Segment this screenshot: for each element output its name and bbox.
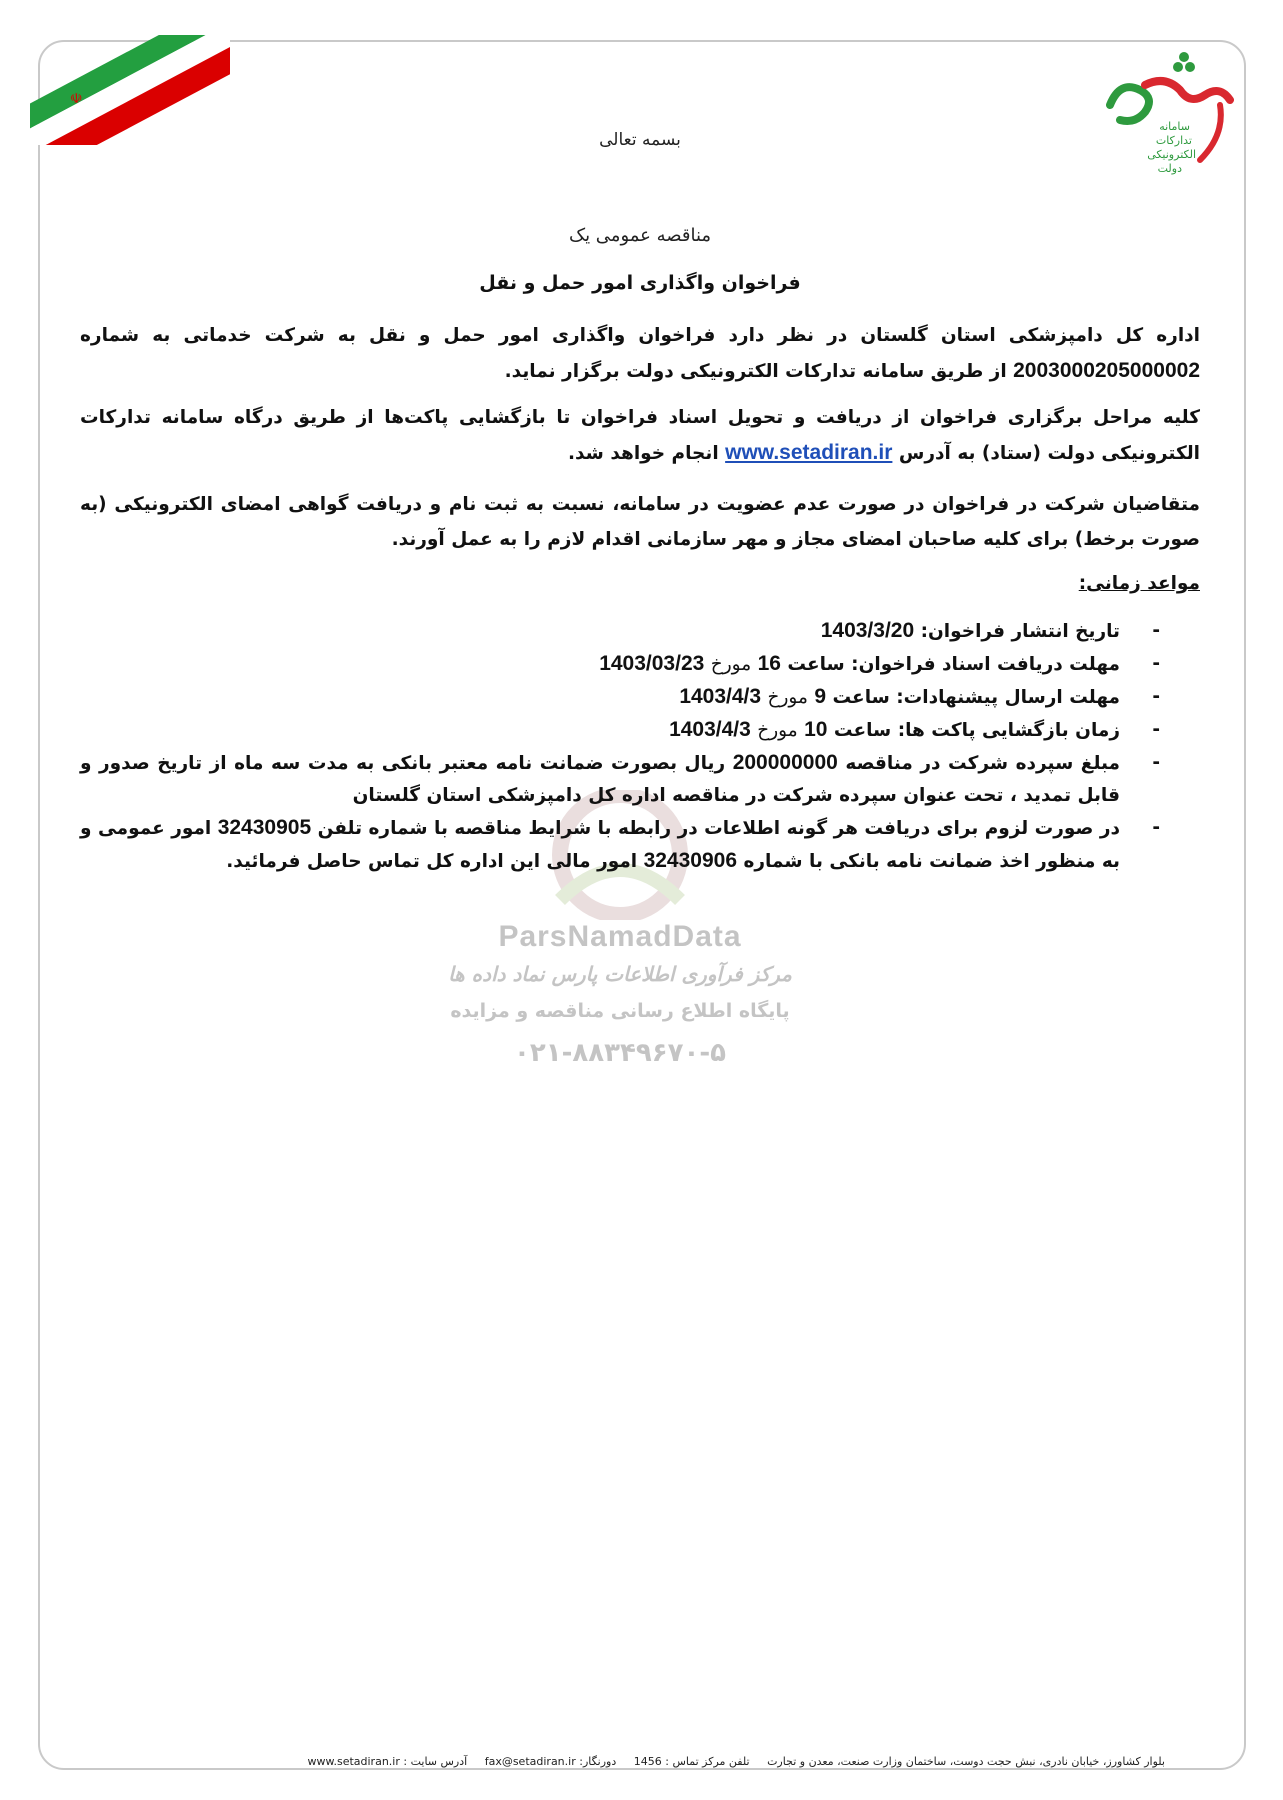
footer-address: بلوار کشاورز، خیابان نادری، نبش حجت دوست، ساختمان وزارت صنعت، معدن و تجارت: [767, 1755, 1165, 1768]
footer-site-label: آدرس سایت :: [403, 1755, 468, 1768]
deposit-text-a: مبلغ سپرده شرکت در مناقصه: [845, 753, 1120, 774]
page-title: فراخوان واگذاری امور حمل و نقل: [479, 272, 801, 294]
contact-text-c: امور مالی این اداره کل تماس حاصل فرمائید.: [226, 851, 638, 872]
list-bullet: -: [1152, 653, 1160, 674]
paragraph-1-text-a: اداره کل دامپزشکی استان گلستان در نظر دارد فراخوان واگذاری امور حمل و نقل به شرکت خدماتی به شماره: [80, 325, 1200, 346]
schedule-item-submission: [80, 681, 1160, 714]
watermark-line-2: پایگاه اطلاع رسانی مناقصه و مزایده: [450, 1000, 790, 1022]
contact-text-a: در صورت لزوم برای دریافت هر گونه اطلاعات در رابطه با شرایط مناقصه با شماره تلفن: [317, 818, 1120, 839]
watermark-brand: ParsNamadData: [498, 920, 742, 953]
footer-phone-label: تلفن مرکز تماس :: [665, 1755, 750, 1768]
list-bullet: -: [1152, 752, 1160, 773]
logo-line-4: دولت: [1157, 162, 1182, 175]
watermark-line-1: مرکز فرآوری اطلاعات پارس نماد داده ها: [448, 962, 792, 986]
schedule-word: مورخ: [710, 654, 752, 675]
watermark-line-3: ۰۲۱-۸۸۳۴۹۶۷۰-۵: [513, 1038, 726, 1068]
schedule-label: تاریخ انتشار فراخوان:: [920, 621, 1120, 642]
logo-line-2: تدارکات: [1155, 134, 1192, 147]
schedule-hour: 16: [757, 652, 781, 675]
schedule-value: 1403/03/23: [599, 652, 705, 675]
contact-text-b: امور عمومی و به منظور اخذ ضمانت نامه بانکی با شماره: [80, 818, 1120, 872]
paragraph-2-text-a: کلیه مراحل برگزاری فراخوان از دریافت و تحویل اسناد فراخوان تا بازگشایی پاکت‌ها از طریق درگاه سامانه تدارکات الکترونیکی دولت (ستاد) به آدرس: [80, 407, 1200, 464]
page-border: [38, 40, 1246, 1770]
logo-line-3: الکترونیکی: [1147, 148, 1196, 161]
footer-site-link[interactable]: www.setadiran.ir: [307, 1755, 400, 1768]
schedule-item-deposit: [80, 747, 1160, 812]
logo-line-1: سامانه: [1159, 120, 1190, 133]
setad-logo: [1090, 45, 1240, 185]
list-bullet: -: [1152, 719, 1160, 740]
footer-fax-value[interactable]: fax@setadiran.ir: [484, 1755, 576, 1768]
setad-logo-icon: [1090, 45, 1240, 185]
tender-number: 2003000205000002: [1013, 359, 1200, 382]
deposit-text-b: ریال بصورت ضمانت نامه معتبر بانکی به مدت سه ماه از تاریخ صدور و قابل تمدید ، تحت عنوان سپرده شرکت در مناقصه اداره کل دامپزشکی استان گلستان: [80, 753, 1120, 806]
footer-phone-value: 1456: [633, 1755, 662, 1768]
schedule-hour: 9: [814, 685, 827, 708]
schedule-word: مورخ: [757, 720, 798, 741]
contact-phone-finance: 32430906: [643, 849, 738, 872]
footer-fax-label: دورنگار:: [579, 1755, 617, 1768]
footer-site: [307, 1755, 467, 1768]
schedule-item-documents: [80, 648, 1160, 681]
schedule-value: 1403/4/3: [669, 718, 751, 741]
paragraph-tender-intro: [80, 318, 1200, 389]
schedule-list: [80, 615, 1160, 878]
list-bullet: -: [1152, 686, 1160, 707]
footer: [165, 1755, 1165, 1768]
list-bullet: -: [1152, 620, 1160, 641]
schedule-item-contact: [80, 812, 1160, 878]
schedule-value: 1403/4/3: [679, 685, 762, 708]
contact-phone-general: 32430905: [217, 816, 312, 839]
footer-fax: [481, 1755, 616, 1768]
schedule-item-publish: [80, 615, 1160, 648]
schedule-word: مورخ: [767, 687, 808, 708]
list-bullet: -: [1152, 817, 1160, 838]
svg-text:☫: ☫: [70, 91, 83, 107]
paragraph-1-text-b: از طریق سامانه تدارکات الکترونیکی دولت برگزار نماید.: [504, 361, 1007, 382]
paragraph-registration: متقاضیان شرکت در فراخوان در صورت عدم عضویت در سامانه، نسبت به ثبت نام و دریافت گواهی امضای الکترونیکی (به صورت برخط) برای کلیه صاحبان امضای مجاز و مهر سازمانی اقدام لازم را به عمل آورند.: [80, 494, 1200, 550]
setad-website-link[interactable]: www.setadiran.ir: [725, 441, 893, 464]
schedule-title: مواعد زمانی:: [1078, 573, 1200, 594]
paragraph-process: [80, 400, 1200, 471]
schedule-label: مهلت ارسال پیشنهادات: ساعت: [832, 687, 1120, 708]
iran-flag-icon: [30, 35, 230, 145]
paragraph-2-text-b: انجام خواهد شد.: [567, 443, 719, 464]
schedule-hour: 10: [804, 718, 828, 741]
schedule-label: زمان بازگشایی پاکت ها: ساعت: [833, 720, 1120, 741]
basmala: بسمه تعالی: [599, 130, 681, 150]
schedule-label: مهلت دریافت اسناد فراخوان: ساعت: [787, 654, 1120, 675]
deposit-amount: 200000000: [732, 751, 838, 774]
tender-type: مناقصه عمومی یک: [568, 225, 712, 246]
schedule-item-opening: [80, 714, 1160, 747]
schedule-value: 1403/3/20: [820, 619, 915, 642]
footer-phone: [630, 1755, 749, 1768]
